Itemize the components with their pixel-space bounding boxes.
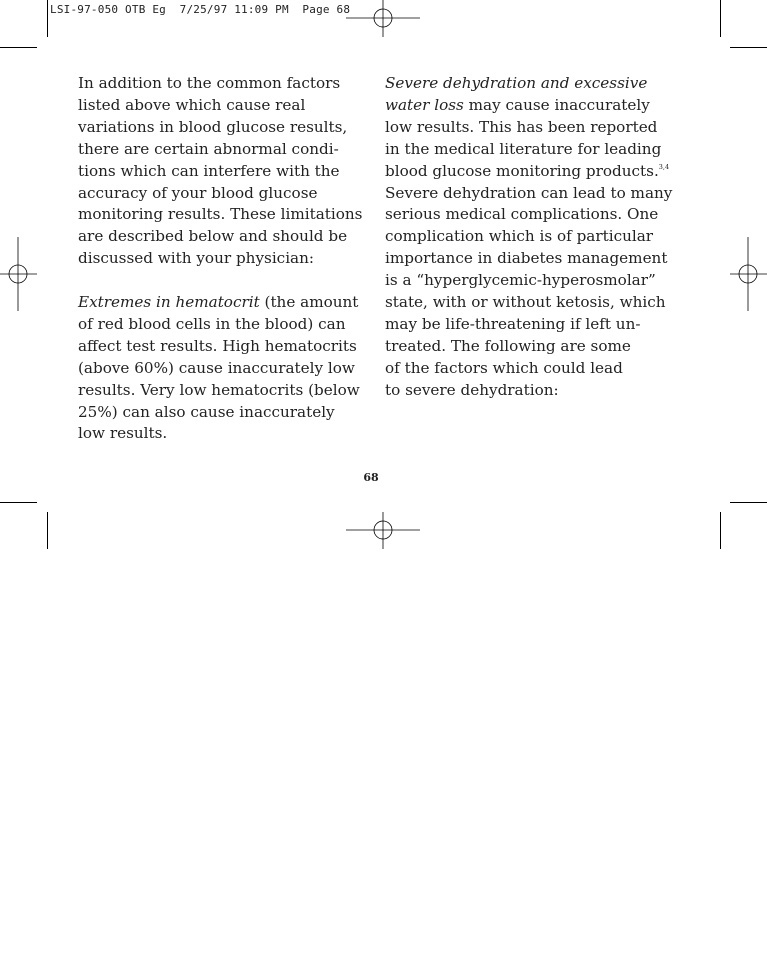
crop-mark-bottom-right-vertical: [720, 512, 721, 549]
left-column: [78, 73, 368, 445]
text-line: importance in diabetes management: [385, 249, 668, 268]
crop-mark-top-left-horizontal: [0, 47, 37, 48]
text-line: of the factors which could lead: [385, 358, 623, 377]
text-line: low results.: [78, 424, 168, 443]
text-fragment: blood glucose monitoring products.: [385, 161, 659, 180]
text-line: to severe dehydration:: [385, 380, 559, 399]
text-line: serious medical complications. One: [385, 205, 659, 224]
text-fragment: (the amount: [259, 293, 359, 312]
text-fragment: may cause inaccurately: [463, 95, 650, 114]
hematocrit-paragraph: [78, 292, 368, 445]
text-line: (above 60%) cause inaccurately low: [78, 358, 355, 377]
text-line: low results. This has been reported: [385, 117, 658, 136]
dehydration-term: Severe dehydration and excessive: [385, 74, 648, 92]
text-line: In addition to the common factors: [78, 74, 341, 92]
hematocrit-term: Extremes in hematocrit: [78, 293, 260, 312]
registration-mark-top-icon: [343, 0, 423, 40]
text-line: accuracy of your blood glucose: [78, 183, 318, 202]
text-line: there are certain abnormal condi-: [78, 139, 339, 158]
text-line: tions which can interfere with the: [78, 161, 340, 180]
dehydration-paragraph: [385, 73, 677, 402]
text-line: discussed with your physician:: [78, 249, 314, 268]
text-line: [385, 95, 677, 117]
crop-mark-bottom-left-horizontal: [0, 502, 37, 503]
crop-mark-top-right-horizontal: [730, 47, 767, 48]
text-line: affect test results. High hematocrits: [78, 336, 357, 355]
text-line: 25%) can also cause inaccurately: [78, 402, 335, 421]
right-column: [385, 73, 677, 402]
registration-mark-bottom-icon: [343, 512, 423, 552]
text-line: are described below and should be: [78, 227, 348, 246]
text-line: listed above which cause real: [78, 95, 306, 114]
text-line: of red blood cells in the blood) can: [78, 314, 346, 333]
text-line: variations in blood glucose results,: [78, 117, 348, 136]
text-line: may be life-threatening if left un-: [385, 314, 641, 333]
text-line: complication which is of particular: [385, 227, 654, 246]
crop-mark-top-left-vertical: [47, 0, 48, 37]
slug-line: LSI-97-050 OTB Eg 7/25/97 11:09 PM Page 68: [50, 3, 351, 16]
text-line: [385, 161, 677, 183]
text-line: monitoring results. These limitations: [78, 205, 363, 224]
crop-mark-top-right-vertical: [720, 0, 721, 37]
text-line: results. Very low hematocrits (below: [78, 380, 360, 399]
text-line: Severe dehydration can lead to many: [385, 183, 673, 202]
text-line: treated. The following are some: [385, 336, 631, 355]
reference-superscript: 3,4: [658, 162, 670, 171]
text-line: in the medical literature for leading: [385, 139, 662, 158]
text-line: [78, 292, 368, 314]
dehydration-term-continued: water loss: [385, 95, 464, 114]
registration-mark-right-icon: [727, 234, 767, 314]
page-number: 68: [363, 471, 379, 484]
intro-paragraph: [78, 73, 368, 270]
registration-mark-left-icon: [0, 234, 40, 314]
text-line: state, with or without ketosis, which: [385, 293, 666, 312]
crop-mark-bottom-left-vertical: [47, 512, 48, 549]
crop-mark-bottom-right-horizontal: [730, 502, 767, 503]
text-line: [385, 73, 677, 95]
text-line: is a “hyperglycemic-hyperosmolar”: [385, 271, 656, 290]
